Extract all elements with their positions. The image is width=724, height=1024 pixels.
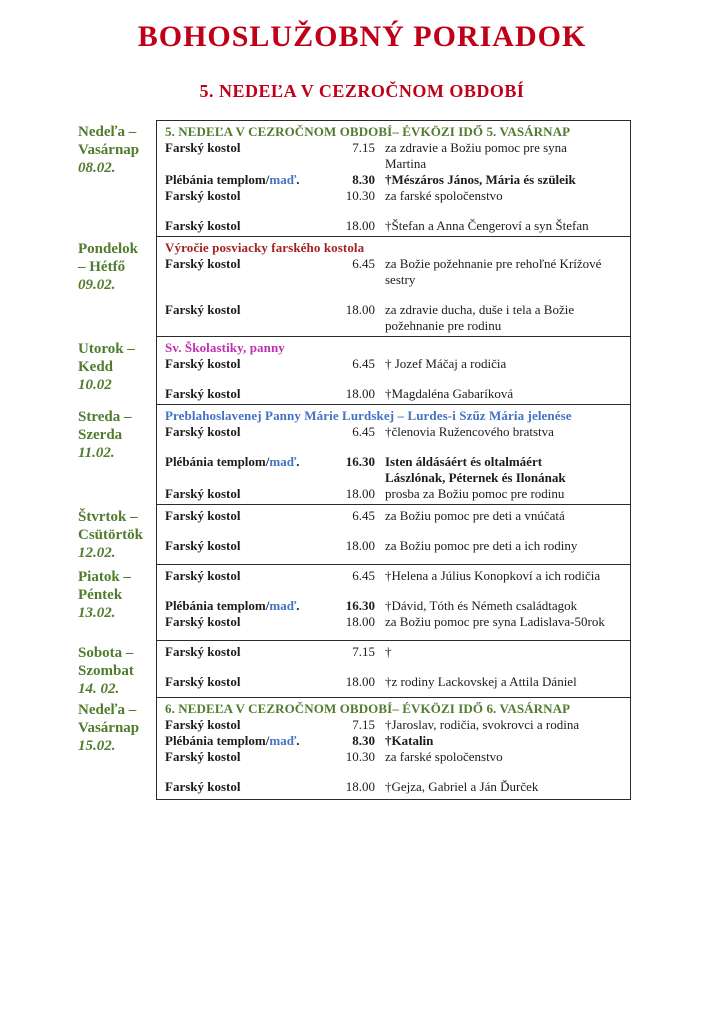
mass-time: 6.45: [352, 568, 375, 583]
feast-header: Preblahoslavenej Panny Márie Lurdskej – Lurdes-i Szűz Mária jelenése: [165, 408, 572, 423]
mass-intention: [381, 717, 624, 733]
mass-entry: [165, 172, 624, 188]
mass-place-language: maď: [269, 733, 297, 748]
day-schedule-section: [156, 565, 631, 641]
day-name: Piatok –: [78, 569, 131, 585]
day-schedule-section: [156, 120, 631, 237]
day-name: Streda –: [78, 409, 132, 425]
mass-intention-line: †Helena a Július Konopkoví a ich rodičia: [385, 568, 601, 583]
mass-intention: [381, 454, 624, 486]
mass-time: 18.00: [345, 779, 375, 794]
mass-intention-line: za Božie požehnanie pre rehoľné Krížové: [385, 256, 602, 271]
mass-entry: [165, 356, 624, 372]
mass-place: Farský kostol: [165, 218, 241, 233]
mass-schedule-table: [64, 120, 724, 800]
mass-time: 8.30: [352, 733, 375, 748]
mass-time: 8.30: [352, 172, 375, 187]
mass-time: 18.00: [345, 486, 375, 501]
mass-place: Farský kostol: [165, 674, 241, 689]
mass-place: Farský kostol: [165, 356, 241, 371]
mass-intention: [381, 749, 624, 765]
mass-time: 6.45: [352, 356, 375, 371]
mass-intention-line: †z rodiny Lackovskej a Attila Dániel: [385, 674, 577, 689]
day-label: [64, 405, 156, 505]
feast-header: 5. NEDEĽA V CEZROČNOM OBDOBÍ– ÉVKÖZI IDŐ 5. VASÁRNAP: [165, 124, 571, 139]
mass-place: Farský kostol: [165, 386, 241, 401]
day-date: 11.02.: [78, 445, 115, 461]
feast-header: Výročie posviacky farského kostola: [165, 240, 365, 255]
mass-time: 10.30: [345, 749, 375, 764]
day-name: Csütörtök: [78, 527, 144, 543]
day-schedule-section: [156, 405, 631, 505]
day-name: Nedeľa –: [78, 702, 137, 718]
mass-entry: [165, 538, 624, 554]
mass-entry: [165, 424, 624, 440]
mass-intention: [381, 188, 624, 204]
mass-intention-line: Martina: [385, 156, 427, 171]
mass-time: 16.30: [345, 598, 375, 613]
day-name: – Hétfő: [78, 259, 126, 275]
day-date: 08.02.: [78, 160, 116, 176]
day-name: Pondelok: [78, 241, 139, 257]
mass-time: 10.30: [345, 188, 375, 203]
mass-intention: [381, 614, 624, 630]
day-label: [64, 337, 156, 405]
day-date: 15.02.: [78, 738, 116, 754]
mass-entry: [165, 614, 624, 630]
mass-time: 18.00: [345, 302, 375, 317]
day-name: Vasárnap: [78, 720, 140, 736]
mass-place-main: Plébánia templom/: [165, 454, 270, 469]
mass-intention-line: †Magdaléna Gabaríková: [385, 386, 514, 401]
day-date: 10.02: [78, 377, 112, 393]
mass-intention-line: za farské spoločenstvo: [385, 749, 503, 764]
mass-place: [165, 598, 325, 614]
mass-entry: [165, 140, 624, 172]
mass-intention-line: †Gejza, Gabriel a Ján Ďurček: [385, 779, 539, 794]
mass-time: 6.45: [352, 424, 375, 439]
day-schedule-section: [156, 505, 631, 565]
mass-intention-line: †Štefan a Anna Čengeroví a syn Štefan: [385, 218, 589, 233]
mass-entry: [165, 386, 624, 402]
mass-entry: [165, 568, 624, 584]
day-name: Sobota –: [78, 645, 134, 661]
mass-place: Farský kostol: [165, 256, 241, 271]
mass-intention-line: za Božiu pomoc pre deti a vnúčatá: [385, 508, 565, 523]
mass-time: 18.00: [345, 218, 375, 233]
mass-intention-line: †Katalin: [385, 733, 434, 748]
mass-intention: [381, 779, 624, 795]
mass-place-main: Plébánia templom/: [165, 172, 270, 187]
mass-place: Farský kostol: [165, 188, 241, 203]
mass-intention-line: †Mészáros János, Mária és szüleik: [385, 172, 576, 187]
mass-intention-line: za zdravie a Božiu pomoc pre syna: [385, 140, 567, 155]
mass-entry: [165, 749, 624, 765]
mass-intention-line: za farské spoločenstvo: [385, 188, 503, 203]
mass-time: 18.00: [345, 538, 375, 553]
day-label: [64, 565, 156, 641]
mass-time: 6.45: [352, 508, 375, 523]
mass-intention-line: Isten áldásáért és oltalmáért: [385, 454, 543, 469]
mass-entry: [165, 717, 624, 733]
feast-header: Sv. Školastiky, panny: [165, 340, 285, 355]
mass-place: Farský kostol: [165, 140, 241, 155]
mass-intention: [381, 356, 624, 372]
mass-entry: [165, 188, 624, 204]
mass-place: Farský kostol: [165, 302, 241, 317]
mass-place-language: maď: [269, 454, 297, 469]
mass-time: 6.45: [352, 256, 375, 271]
mass-entry: [165, 508, 624, 524]
mass-intention: [381, 302, 624, 334]
page-title: BOHOSLUŽOBNÝ PORIADOK: [137, 20, 587, 53]
day-date: 09.02.: [78, 277, 116, 293]
mass-time: 7.15: [352, 717, 375, 732]
mass-place: Farský kostol: [165, 568, 241, 583]
mass-entry: [165, 674, 624, 690]
mass-intention: [381, 674, 624, 690]
mass-place: Farský kostol: [165, 644, 241, 659]
day-label: [64, 120, 156, 237]
mass-entry: [165, 302, 624, 334]
day-label: [64, 505, 156, 565]
mass-time: 18.00: [345, 614, 375, 629]
mass-place: Farský kostol: [165, 717, 241, 732]
mass-time: 7.15: [352, 140, 375, 155]
mass-intention-line: prosba za Božiu pomoc pre rodinu: [385, 486, 565, 501]
mass-intention-line: požehnanie pre rodinu: [385, 318, 502, 333]
day-name: Kedd: [78, 359, 114, 375]
day-label: [64, 698, 156, 800]
day-name: Vasárnap: [78, 142, 140, 158]
mass-intention: [381, 568, 624, 584]
mass-entry: [165, 644, 624, 660]
mass-intention-line: Lászlónak, Péternek és Ilonának: [385, 470, 566, 485]
mass-intention-line: †: [385, 644, 392, 659]
mass-time: 16.30: [345, 454, 375, 469]
day-name: Szombat: [78, 663, 134, 679]
mass-place: [165, 172, 325, 188]
day-name: Péntek: [78, 587, 123, 603]
day-name: Štvrtok –: [78, 509, 138, 525]
day-schedule-section: [156, 337, 631, 405]
mass-place: Farský kostol: [165, 486, 241, 501]
mass-intention: [381, 386, 624, 402]
mass-entry: [165, 256, 624, 288]
mass-place: [165, 733, 325, 749]
feast-header: 6. NEDEĽA V CEZROČNOM OBDOBÍ– ÉVKÖZI IDŐ 6. VASÁRNAP: [165, 701, 571, 716]
mass-entry: [165, 779, 624, 795]
day-label: [64, 237, 156, 337]
mass-intention-line: †Dávid, Tóth és Németh családtagok: [385, 598, 578, 613]
mass-place-suffix: .: [296, 454, 300, 469]
mass-intention-line: za zdravie ducha, duše i tela a Božie: [385, 302, 575, 317]
mass-place-main: Plébánia templom/: [165, 733, 270, 748]
mass-intention: [381, 486, 624, 502]
mass-intention: [381, 538, 624, 554]
day-date: 13.02.: [78, 605, 116, 621]
mass-intention: [381, 172, 624, 188]
mass-place: Farský kostol: [165, 508, 241, 523]
mass-intention: [381, 218, 624, 234]
mass-intention-line: † Jozef Máčaj a rodičia: [385, 356, 507, 371]
mass-intention-line: †Jaroslav, rodičia, svokrovci a rodina: [385, 717, 580, 732]
day-schedule-section: [156, 237, 631, 337]
mass-place: Farský kostol: [165, 749, 241, 764]
mass-time: 18.00: [345, 674, 375, 689]
mass-entry: [165, 733, 624, 749]
mass-time: 18.00: [345, 386, 375, 401]
mass-intention: [381, 424, 624, 440]
day-name: Nedeľa –: [78, 124, 137, 140]
mass-intention: [381, 140, 624, 172]
mass-intention-line: za Božiu pomoc pre deti a ich rodiny: [385, 538, 578, 553]
day-label: [64, 641, 156, 698]
mass-place: Farský kostol: [165, 538, 241, 553]
mass-place: Farský kostol: [165, 424, 241, 439]
mass-place-suffix: .: [296, 172, 300, 187]
mass-place: Farský kostol: [165, 779, 241, 794]
mass-place-main: Plébánia templom/: [165, 598, 270, 613]
mass-intention: [381, 256, 624, 288]
day-date: 12.02.: [78, 545, 116, 561]
day-name: Utorok –: [78, 341, 135, 357]
mass-entry: [165, 454, 624, 486]
mass-intention-line: †členovia Ružencového bratstva: [385, 424, 554, 439]
day-date: 14. 02.: [78, 681, 120, 697]
mass-place-suffix: .: [296, 598, 300, 613]
mass-intention-line: za Božiu pomoc pre syna Ladislava-50rok: [385, 614, 605, 629]
mass-place-language: maď: [269, 598, 297, 613]
day-schedule-section: [156, 641, 631, 698]
mass-place-language: maď: [269, 172, 297, 187]
mass-intention-line: sestry: [385, 272, 416, 287]
day-schedule-section: [156, 698, 631, 800]
mass-place: [165, 454, 325, 470]
mass-intention: [381, 644, 624, 660]
mass-intention: [381, 508, 624, 524]
mass-time: 7.15: [352, 644, 375, 659]
mass-entry: [165, 598, 624, 614]
mass-intention: [381, 598, 624, 614]
mass-entry: [165, 486, 624, 502]
day-name: Szerda: [78, 427, 123, 443]
mass-entry: [165, 218, 624, 234]
page-subtitle: 5. NEDEĽA V CEZROČNOM OBDOBÍ: [199, 81, 525, 101]
mass-place: Farský kostol: [165, 614, 241, 629]
mass-place-suffix: .: [296, 733, 300, 748]
mass-intention: [381, 733, 624, 749]
